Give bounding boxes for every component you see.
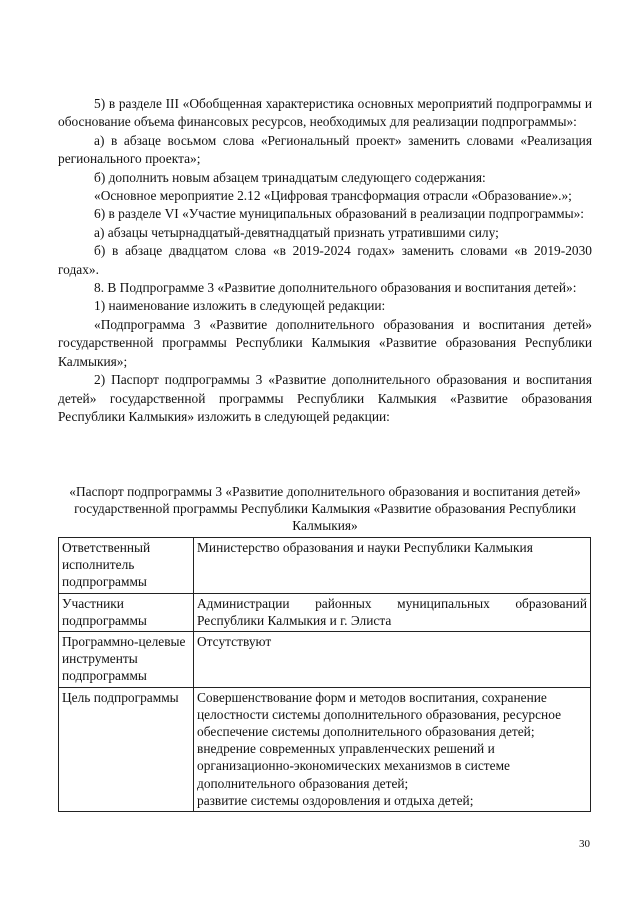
table-row [59,632,591,688]
paragraph: 5) в разделе III «Обобщенная характеристика основных мероприятий подпрограммы и обоснование объема финансовых ресурсов, необходимых для реализации подпрограммы»: [58,96,592,130]
table-row [59,687,591,811]
paragraph: а) абзацы четырнадцатый-девятнадцатый признать утратившими силу; [94,224,499,240]
row-label: Программно-целевые инструменты подпрограммы [59,632,194,688]
row-value [194,593,591,631]
passport-title: «Паспорт подпрограммы 3 «Развитие дополнительного образования и воспитания детей» государственной программы Республики Калмыкия «Развитие образования Республики Калмыкия» [69,484,581,533]
value-line: Отсутствуют [197,634,272,650]
row-label: Ответственный исполнитель подпрограммы [59,538,194,594]
paragraph: 1) наименование изложить в следующей редакции: [94,298,386,314]
passport-table [58,537,591,812]
row-value [194,687,591,811]
row-value [194,632,591,688]
paragraph: «Основное мероприятие 2.12 «Цифровая трансформация отрасли «Образование».»; [94,188,572,204]
value-line: Совершенствование форм и методов воспитания, сохранение целостности системы дополнительного образования, ресурсное обеспечение системы дополнительного образования детей; [197,689,562,740]
row-label: Участники подпрограммы [59,593,194,631]
paragraph: б) в абзаце двадцатом слова «в 2019-2024 годах» заменить словами «в 2019-2030 годах». [58,243,592,277]
value-line: внедрение современных управленческих решений и организационно-экономических механизмов в системе дополнительного образования детей; [197,741,510,791]
table-row [59,593,591,631]
paragraph: 2) Паспорт подпрограммы 3 «Развитие дополнительного образования и воспитания детей» государственной программы Республики Калмыкия «Развитие образования Республики Калмыкия» изложить в следующей редакции: [58,372,592,424]
paragraph: а) в абзаце восьмом слова «Региональный проект» заменить словами «Реализация регионального проекта»; [58,132,592,167]
row-value [194,538,591,594]
table-row [59,538,591,594]
paragraph: 8. В Подпрограмме 3 «Развитие дополнительного образования и воспитания детей»: [94,280,577,296]
paragraph: «Подпрограмма 3 «Развитие дополнительного образования и воспитания детей» государственной программы Республики Калмыкия «Развитие образования Республики Калмыкия»; [58,316,592,369]
amendment-text [58,95,592,426]
row-label: Цель подпрограммы [59,687,194,811]
value-line: Министерство образования и науки Республики Калмыкия [197,540,533,555]
value-line: Администрации районных муниципальных образований Республики Калмыкия и г. Элиста [197,595,587,628]
paragraph: 6) в разделе VI «Участие муниципальных образований в реализации подпрограммы»: [94,206,585,222]
value-line: развитие системы оздоровления и отдыха детей; [197,792,474,808]
page-number: 30 [579,838,590,850]
paragraph: б) дополнить новым абзацем тринадцатым следующего содержания: [94,169,486,185]
